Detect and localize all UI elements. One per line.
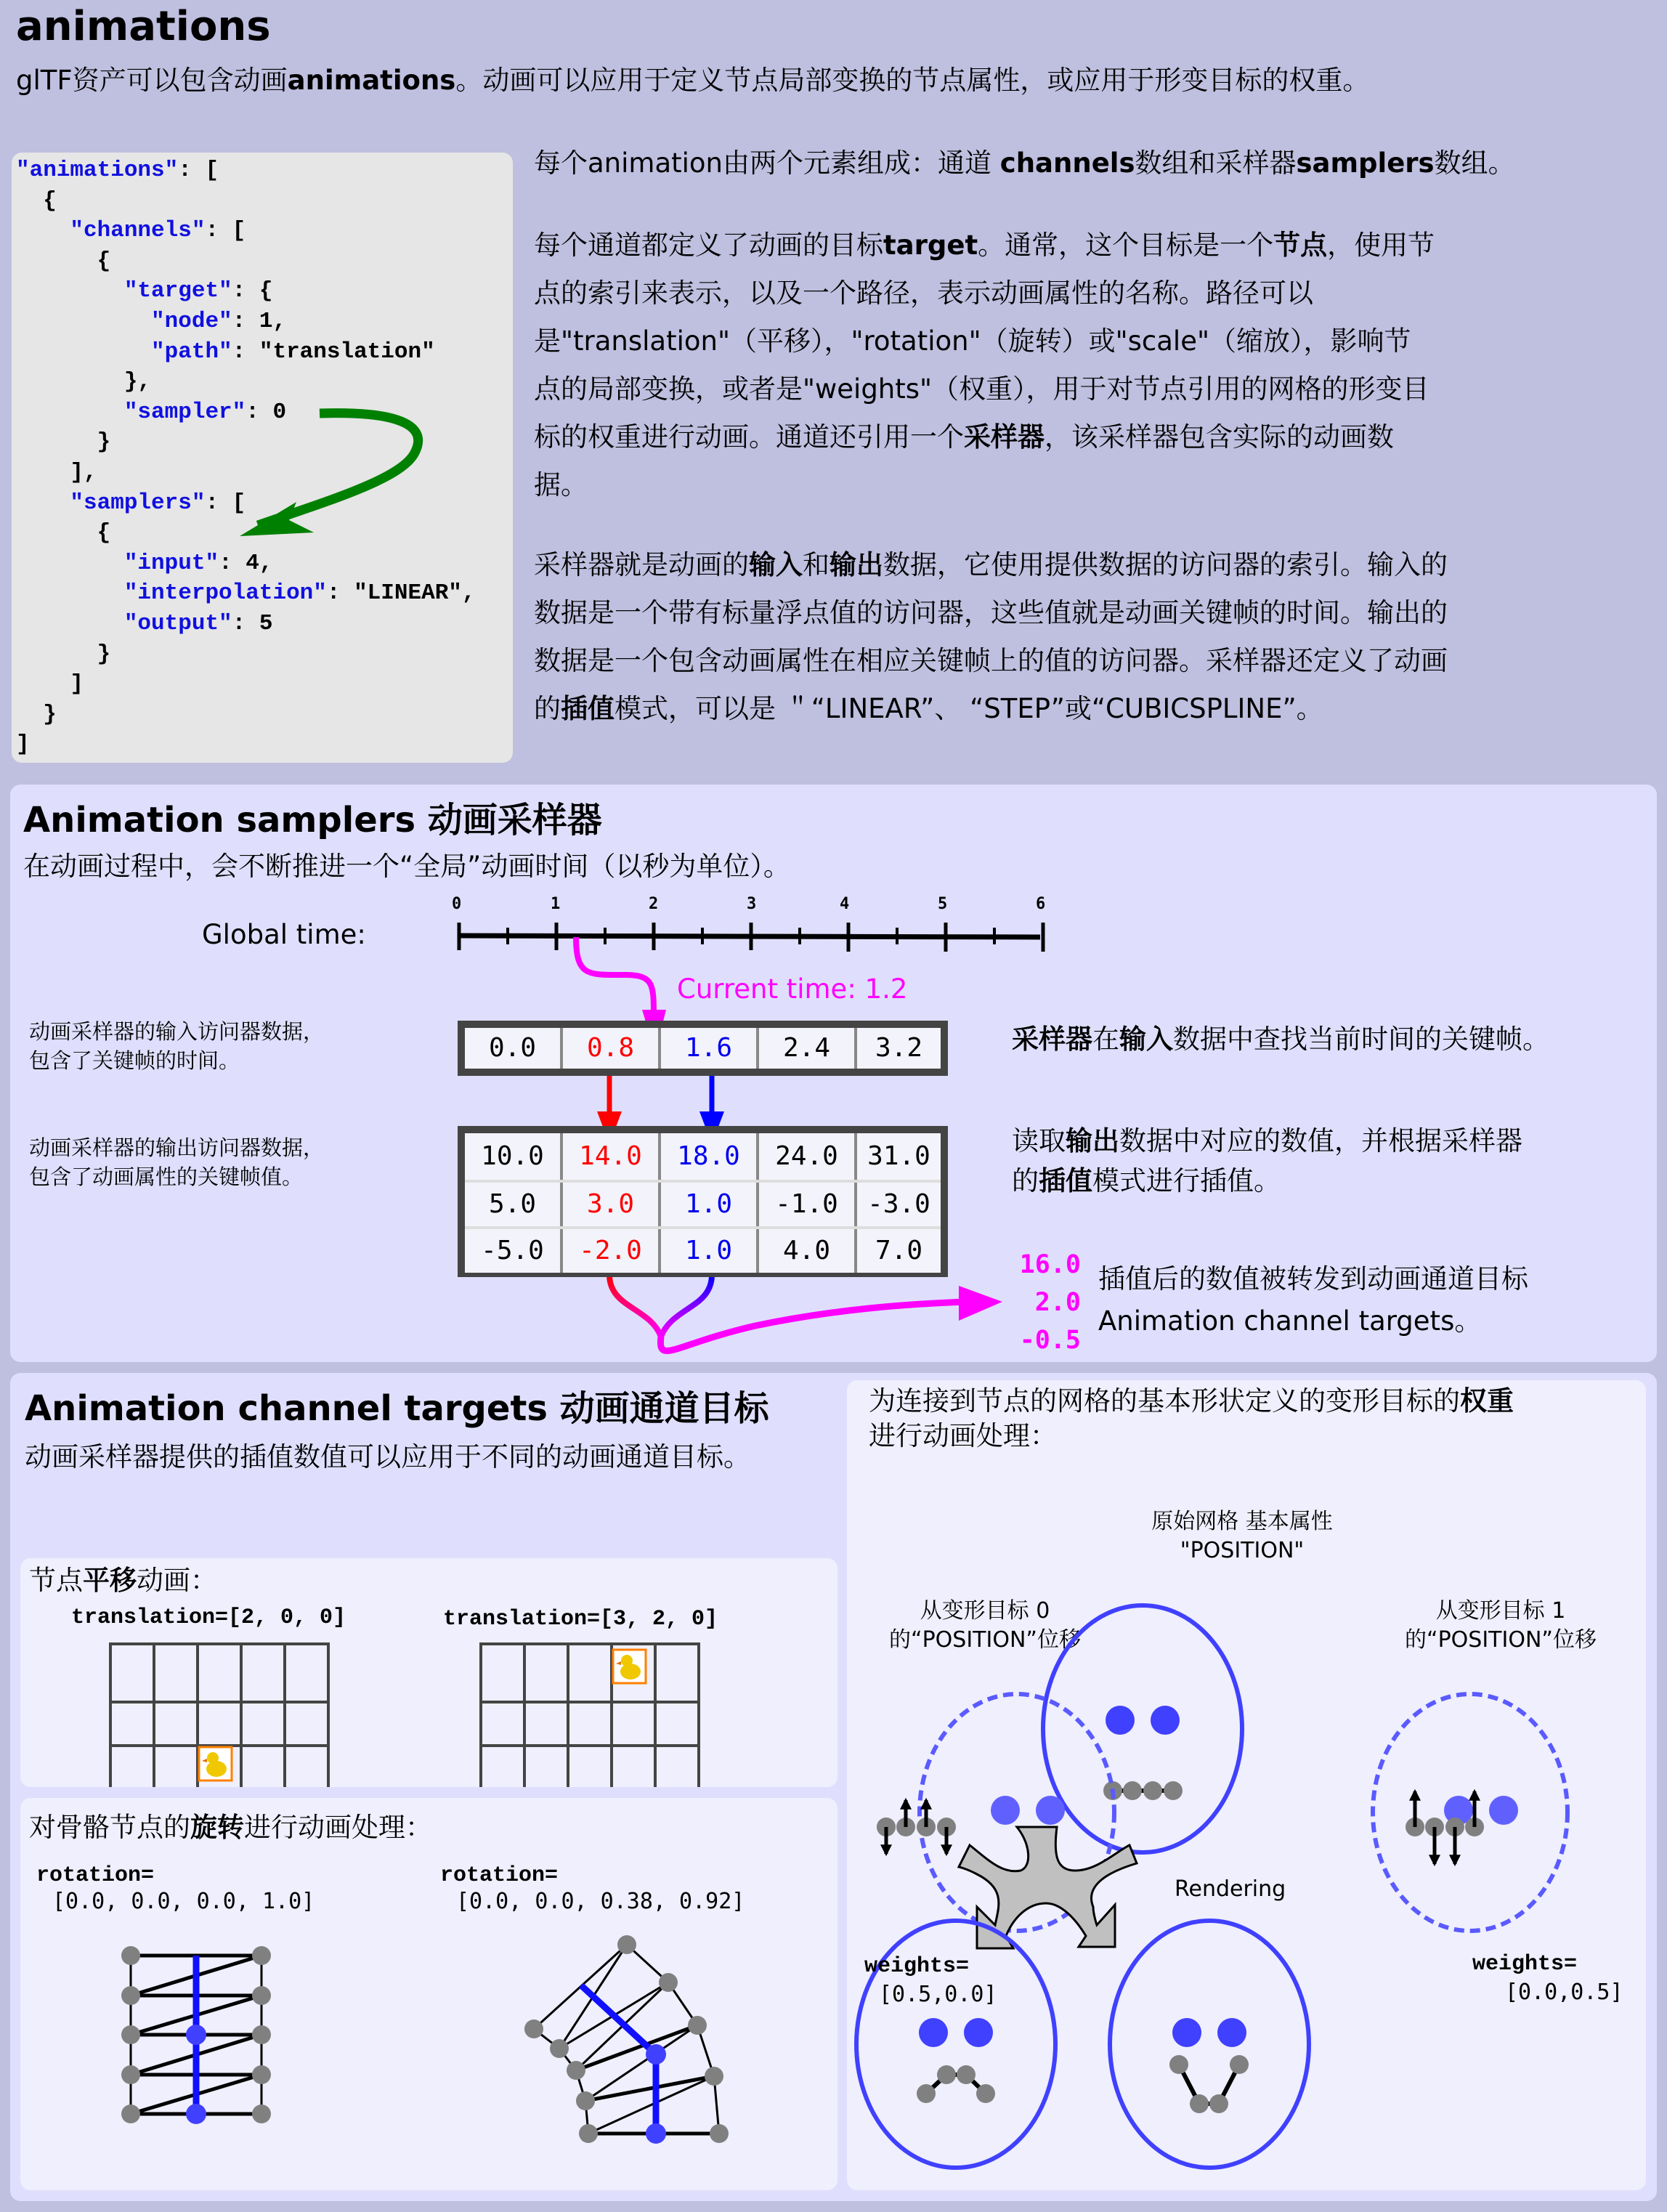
output-cell: 1.0 — [661, 1183, 759, 1226]
input-cell: 3.2 — [857, 1028, 941, 1069]
intro-suffix: 。动画可以应用于定义节点局部变换的节点属性，或应用于形变目标的权重。 — [455, 65, 1370, 96]
tick-label: 1 — [551, 895, 561, 913]
output-accessor-table — [458, 1126, 948, 1277]
output-cell: 31.0 — [857, 1133, 941, 1180]
json-value: : 0 — [246, 399, 287, 425]
result-value: 16.0 — [1019, 1250, 1081, 1279]
text: 模式进行插值。 — [1092, 1165, 1281, 1196]
text-bold: 插值 — [1039, 1165, 1092, 1196]
tick-label: 0 — [452, 895, 462, 913]
grid-right — [481, 1644, 699, 1787]
json-value: : { — [232, 278, 273, 304]
line: 数据是一个带有标量浮点值的访问器，这些值就是动画关键帧的时间。输出的 — [534, 597, 1448, 628]
text: 的 — [534, 693, 561, 724]
text: 数据，它使用提供数据的访问器的索引。输入的 — [883, 549, 1448, 580]
text: 为连接到节点的网格的基本形状定义的变形目标的 — [869, 1385, 1460, 1417]
line: 数据是一个包含动画属性在相应关键帧上的值的访问器。采样器还定义了动画 — [534, 645, 1448, 676]
rotation-right-label: rotation= — [440, 1863, 559, 1888]
line — [534, 222, 1652, 270]
json-value: ] — [70, 671, 84, 697]
global-time-label: Global time: — [202, 919, 366, 950]
output-cell: 18.0 — [661, 1133, 759, 1180]
json-key: "interpolation" — [123, 580, 327, 607]
json-value: : [ — [205, 218, 246, 244]
text-bold: 权重 — [1460, 1385, 1514, 1417]
input-cell: 2.4 — [759, 1028, 857, 1069]
json-value: } — [43, 701, 57, 727]
json-key: "target" — [123, 278, 232, 304]
table-row — [465, 1133, 941, 1180]
text: 节点 — [29, 1565, 83, 1596]
text: 从变形目标 1 — [1435, 1598, 1566, 1624]
text: 模式，可以是 ＂“LINEAR”、 “STEP”或“CUBICSPLINE”。 — [615, 693, 1323, 724]
text-bold: 输出 — [1066, 1125, 1119, 1156]
input-accessor-table — [458, 1021, 948, 1076]
text: 插值后的数值被转发到动画通道目标 — [1098, 1263, 1528, 1295]
caption-line: 动画采样器的输入访问器数据， — [29, 1019, 325, 1044]
text: 和 — [803, 549, 830, 580]
tick-label: 4 — [840, 895, 850, 913]
line: 点的索引来表示，以及一个路径，表示动画属性的名称。路径可以 — [534, 277, 1313, 309]
current-time-label: Current time: 1.2 — [677, 973, 908, 1005]
text: 对骨骼节点的 — [29, 1812, 190, 1843]
json-value: : [ — [178, 158, 219, 183]
text-bold: 输入 — [1119, 1024, 1173, 1055]
text: 数组。 — [1434, 147, 1515, 179]
line: 点的局部变换，或者是"weights"（权重），用于对节点引用的网格的形变目 — [534, 373, 1429, 405]
red-merge-line — [609, 1275, 661, 1337]
table-row — [465, 1226, 941, 1273]
text: 采样器就是动画的 — [534, 549, 749, 580]
result-arrow — [660, 1302, 966, 1350]
forward-text — [1098, 1258, 1528, 1342]
text-bold: 节点 — [1273, 230, 1328, 261]
blue-merge-line — [661, 1275, 712, 1337]
text: Animation channel targets。 — [1098, 1305, 1482, 1337]
text-bold: 平移 — [83, 1565, 137, 1596]
skeleton-rotated — [524, 1935, 729, 2144]
rotation-left-label: rotation= — [36, 1863, 155, 1888]
json-key: "animations" — [16, 158, 179, 183]
rendering-label: Rendering — [1175, 1876, 1286, 1902]
json-value: ], — [70, 459, 97, 485]
line: 是"translation"（平移），"rotation"（旋转）或"scale"（缩放），影响节 — [534, 325, 1411, 357]
input-cell: 0.0 — [465, 1028, 563, 1069]
read-output-text — [1012, 1121, 1522, 1201]
samplers-title: Animation samplers 动画采样器 — [23, 800, 602, 840]
line — [534, 541, 1652, 589]
left-weights-label: weights= — [864, 1954, 970, 1979]
json-value: { — [97, 520, 111, 546]
caption-line: 包含了关键帧的时间。 — [29, 1048, 240, 1073]
text-bold: 插值 — [561, 693, 615, 724]
explain-paragraph-3 — [534, 541, 1652, 733]
output-rows — [465, 1133, 941, 1273]
output-cell: -2.0 — [563, 1229, 661, 1273]
translation-right-label: translation=[3, 2, 0] — [443, 1607, 718, 1632]
output-cell: 10.0 — [465, 1133, 563, 1180]
json-key: "channels" — [70, 218, 206, 244]
caption-line: 动画采样器的输出访问器数据， — [29, 1135, 325, 1160]
output-caption — [29, 1133, 324, 1191]
text: 的“POSITION”位移 — [1405, 1627, 1597, 1653]
json-value: : "translation" — [232, 339, 435, 365]
output-cell: 4.0 — [759, 1229, 857, 1273]
duck-icon — [199, 1747, 232, 1780]
json-key: "input" — [123, 550, 219, 576]
text: ，使用节 — [1327, 230, 1435, 261]
skeleton-diagrams — [0, 1794, 843, 2201]
json-key: "output" — [123, 610, 232, 636]
output-cell: 14.0 — [563, 1133, 661, 1180]
text: 标的权重进行动画。通道还引用一个 — [534, 421, 964, 453]
result-value: -0.5 — [1019, 1326, 1081, 1355]
skeleton-rest — [121, 1946, 271, 2124]
json-key: "sampler" — [123, 399, 246, 425]
text: 数据中查找当前时间的关键帧。 — [1173, 1024, 1549, 1055]
lookup-text — [1012, 1017, 1549, 1056]
text: 数据中对应的数值，并根据采样器 — [1119, 1125, 1522, 1156]
text: "POSITION" — [1180, 1538, 1305, 1563]
table-row — [465, 1180, 941, 1226]
text-bold: 输出 — [830, 549, 883, 580]
output-cell: -3.0 — [857, 1183, 941, 1226]
text: 从变形目标 0 — [920, 1598, 1050, 1624]
input-cell: 0.8 — [563, 1028, 661, 1069]
targets-subtitle: 动画采样器提供的插值数值可以应用于不同的动画通道目标。 — [25, 1441, 750, 1472]
json-key: "samplers" — [70, 490, 206, 516]
rotation-right-value: [0.0, 0.0, 0.38, 0.92] — [456, 1889, 745, 1914]
text: 每个animation由两个元素组成：通道 — [534, 147, 1000, 179]
text: 进行动画处理： — [244, 1812, 432, 1843]
output-cell: 3.0 — [563, 1183, 661, 1226]
text-bold: samplers — [1296, 147, 1435, 179]
samplers-subtitle: 在动画过程中，会不断推进一个“全局”动画时间（以秒为单位）。 — [23, 851, 790, 882]
timeline — [459, 923, 1043, 952]
output-cell: -5.0 — [465, 1229, 563, 1273]
input-caption — [29, 1017, 324, 1075]
json-value: : 1, — [232, 308, 287, 334]
text-bold: channels — [999, 147, 1135, 179]
duck-icon — [613, 1650, 646, 1683]
text: 原始网格 基本属性 — [1151, 1509, 1333, 1534]
text: 的 — [1012, 1165, 1039, 1196]
text: 每个通道都定义了动画的目标 — [534, 230, 883, 261]
text-bold: target — [883, 230, 978, 261]
intro-prefix: glTF资产可以包含动画 — [16, 65, 288, 96]
result-arrowhead-icon — [959, 1286, 1002, 1321]
right-weights-label: weights= — [1472, 1952, 1578, 1977]
page-title: animations — [16, 3, 271, 50]
json-value: } — [97, 429, 111, 455]
text: 。通常，这个目标是一个 — [978, 230, 1274, 261]
json-key: "node" — [151, 308, 232, 334]
table-row — [465, 1028, 941, 1069]
weights-heading — [869, 1384, 1514, 1454]
json-value: }, — [123, 369, 152, 395]
text: 在 — [1092, 1024, 1119, 1055]
text-bold: 采样器 — [964, 421, 1045, 453]
translation-left-label: translation=[2, 0, 0] — [71, 1605, 346, 1630]
tick-label: 6 — [1036, 895, 1046, 913]
text: 的“POSITION”位移 — [889, 1627, 1081, 1653]
explain-paragraph-1 — [534, 139, 1652, 187]
result-value: 2.0 — [1034, 1288, 1081, 1317]
caption-line: 包含了动画属性的关键帧值。 — [29, 1164, 304, 1189]
json-value: } — [97, 641, 111, 667]
line — [534, 685, 1652, 733]
translation-grids — [0, 1591, 843, 1787]
text: ，该采样器包含实际的动画数 — [1045, 421, 1394, 453]
tick-label: 3 — [747, 895, 757, 913]
json-value: ] — [16, 732, 30, 758]
json-value: : 4, — [219, 550, 273, 576]
text: 进行动画处理： — [869, 1420, 1057, 1451]
text-bold: 输入 — [749, 549, 803, 580]
text-bold: 旋转 — [190, 1812, 244, 1843]
targets-title: Animation channel targets 动画通道目标 — [25, 1388, 769, 1429]
line — [534, 413, 1652, 461]
json-value: { — [97, 248, 111, 274]
text-bold: 采样器 — [1012, 1024, 1092, 1055]
text: 动画： — [137, 1565, 217, 1596]
right-weights-value: [0.0,0.5] — [1505, 1980, 1623, 2005]
target-0-displacements — [877, 1818, 896, 1836]
current-time-arrow — [576, 937, 654, 1017]
output-cell: 24.0 — [759, 1133, 857, 1180]
output-cell: -1.0 — [759, 1183, 857, 1226]
base-mesh-label — [1133, 1507, 1351, 1565]
json-value: : "LINEAR", — [326, 580, 476, 607]
output-cell: 5.0 — [465, 1183, 563, 1226]
output-cell: 1.0 — [661, 1229, 759, 1273]
json-key: "path" — [151, 339, 232, 365]
line: 据。 — [534, 469, 588, 501]
left-weights-value: [0.5,0.0] — [879, 1982, 997, 2007]
json-value: : [ — [205, 490, 246, 516]
output-cell: 7.0 — [857, 1229, 941, 1273]
input-cell: 1.6 — [661, 1028, 759, 1069]
json-value: : 5 — [232, 610, 273, 636]
tick-label: 2 — [649, 895, 659, 913]
json-value: { — [43, 187, 57, 214]
explain-paragraph-2 — [534, 222, 1652, 509]
interpolated-values — [1008, 1246, 1081, 1359]
text: 数组和采样器 — [1135, 147, 1297, 179]
intro-bold: animations — [287, 65, 456, 96]
rotation-left-value: [0.0, 0.0, 0.0, 1.0] — [52, 1889, 315, 1914]
tick-label: 5 — [938, 895, 948, 913]
text: 读取 — [1012, 1125, 1066, 1156]
